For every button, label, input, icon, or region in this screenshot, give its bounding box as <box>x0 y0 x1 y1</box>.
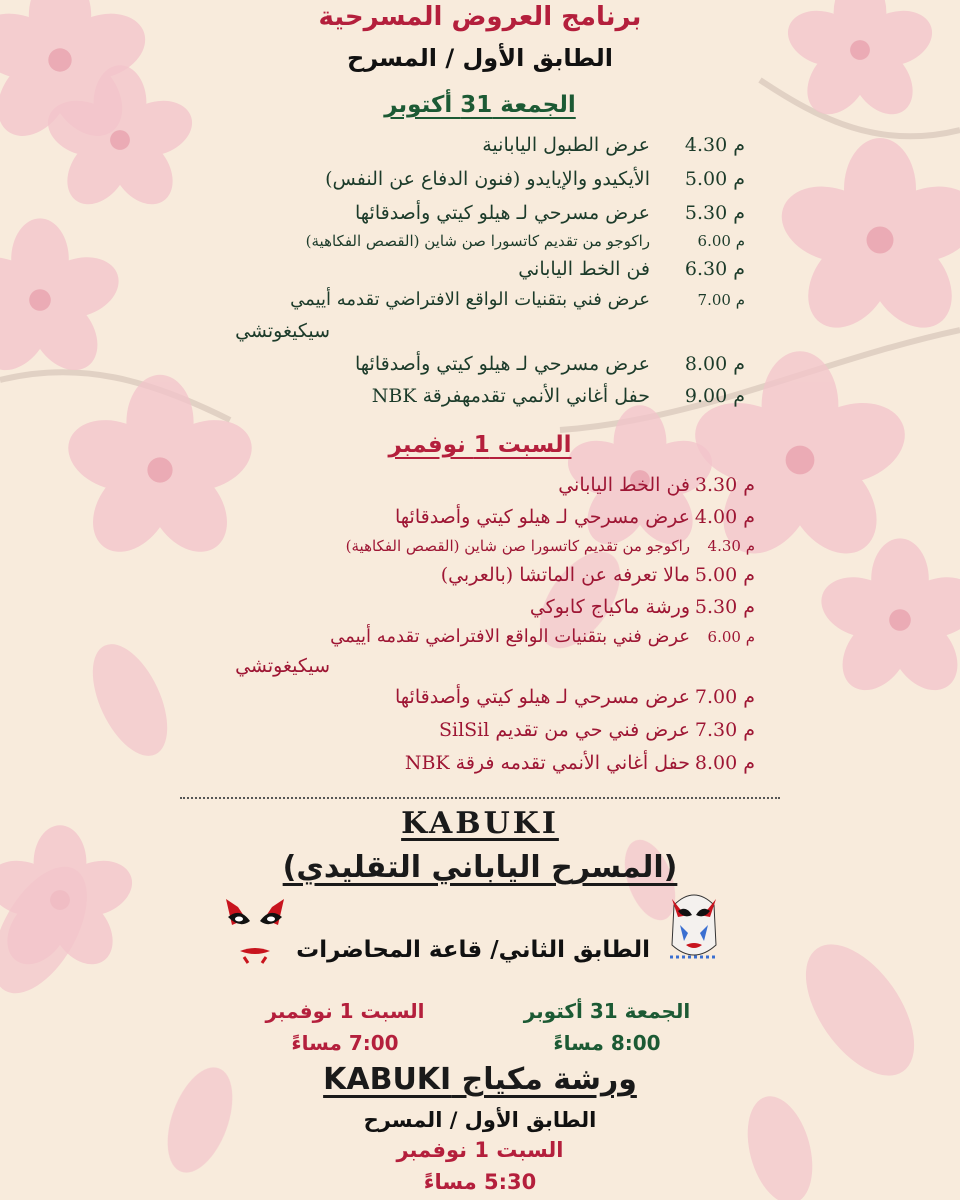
kabuki-saturday <box>250 995 440 1059</box>
event: عرض فني بتقنيات الواقع الافتراضي تقدمه أييمي <box>290 289 650 310</box>
event: عرض فني بتقنيات الواقع الافتراضي تقدمه أييمي <box>330 626 690 647</box>
event: راكوجو من تقديم كاتسورا صن شاين (القصص الفكاهية) <box>305 232 650 250</box>
kabuki-friday-date: الجمعة 31 أكتوبر <box>523 999 691 1023</box>
time: 5.30 م <box>694 596 755 618</box>
page-title: برنامج العروض المسرحية <box>318 2 642 32</box>
event: عرض مسرحي لـ هيلو كيتي وأصدقائها <box>394 686 690 708</box>
kabuki-saturday-time: 7:00 مساءً <box>291 1031 399 1055</box>
time: 6.30 م <box>684 258 745 280</box>
event-continued: سيكيغوتشي <box>235 655 330 677</box>
event: فن الخط الياباني <box>518 258 650 280</box>
time: 4.30 م <box>707 537 755 555</box>
event: مالا تعرفه عن الماتشا (بالعربي) <box>440 564 690 586</box>
workshop-date: السبت 1 نوفمبر <box>396 1138 564 1162</box>
event-continued: سيكيغوتشي <box>235 320 330 342</box>
event: عرض مسرحي لـ هيلو كيتي وأصدقائها <box>394 506 690 528</box>
event: ورشة ماكياج كابوكي <box>529 596 690 618</box>
kabuki-face-icon <box>668 885 720 965</box>
kabuki-friday-time: 8:00 مساءً <box>553 1031 661 1055</box>
kabuki-friday <box>512 995 702 1059</box>
workshop-title: ورشة مكياج KABUKI <box>323 1062 637 1097</box>
time: 8.00 م <box>684 353 745 375</box>
event: حفل أغاني الأنمي تقدمه فرقة NBK <box>404 752 690 774</box>
event: فن الخط الياباني <box>558 474 690 496</box>
event: حفل أغاني الأنمي تقدمهفرقة NBK <box>371 385 650 407</box>
dotted-divider <box>180 797 780 799</box>
friday-heading: الجمعة 31 أكتوبر <box>384 92 576 118</box>
kabuki-floor: الطابق الثاني/ قاعة المحاضرات <box>296 937 650 963</box>
time: 4.30 م <box>684 134 745 156</box>
time: 3.30 م <box>694 474 755 496</box>
time: 5.00 م <box>694 564 755 586</box>
time: 6.00 م <box>707 628 755 646</box>
time: 8.00 م <box>694 752 755 774</box>
event: عرض فني حي من تقديم SilSil <box>438 719 690 741</box>
floor-label: الطابق الأول / المسرح <box>347 44 613 72</box>
kabuki-title: KABUKI <box>401 806 559 841</box>
time: 4.00 م <box>694 506 755 528</box>
time: 7.00 م <box>694 686 755 708</box>
saturday-heading: السبت 1 نوفمبر <box>388 432 572 458</box>
time: 9.00 م <box>684 385 745 407</box>
event: راكوجو من تقديم كاتسورا صن شاين (القصص الفكاهية) <box>345 537 690 555</box>
time: 5.00 م <box>684 168 745 190</box>
time: 7.30 م <box>694 719 755 741</box>
event: عرض مسرحي لـ هيلو كيتي وأصدقائها <box>354 353 650 375</box>
kabuki-mask-red-icon <box>222 895 288 965</box>
time: 5.30 م <box>684 202 745 224</box>
time: 7.00 م <box>697 291 745 309</box>
workshop-floor: الطابق الأول / المسرح <box>363 1108 597 1132</box>
event: الأيكيدو والإيايدو (فنون الدفاع عن النفس) <box>325 168 650 190</box>
kabuki-subtitle: (المسرح الياباني التقليدي) <box>282 850 678 885</box>
event: عرض مسرحي لـ هيلو كيتي وأصدقائها <box>354 202 650 224</box>
workshop-time: 5:30 مساءً <box>423 1170 537 1194</box>
event: عرض الطبول اليابانية <box>482 134 650 156</box>
kabuki-saturday-date: السبت 1 نوفمبر <box>265 999 425 1023</box>
time: 6.00 م <box>697 232 745 250</box>
